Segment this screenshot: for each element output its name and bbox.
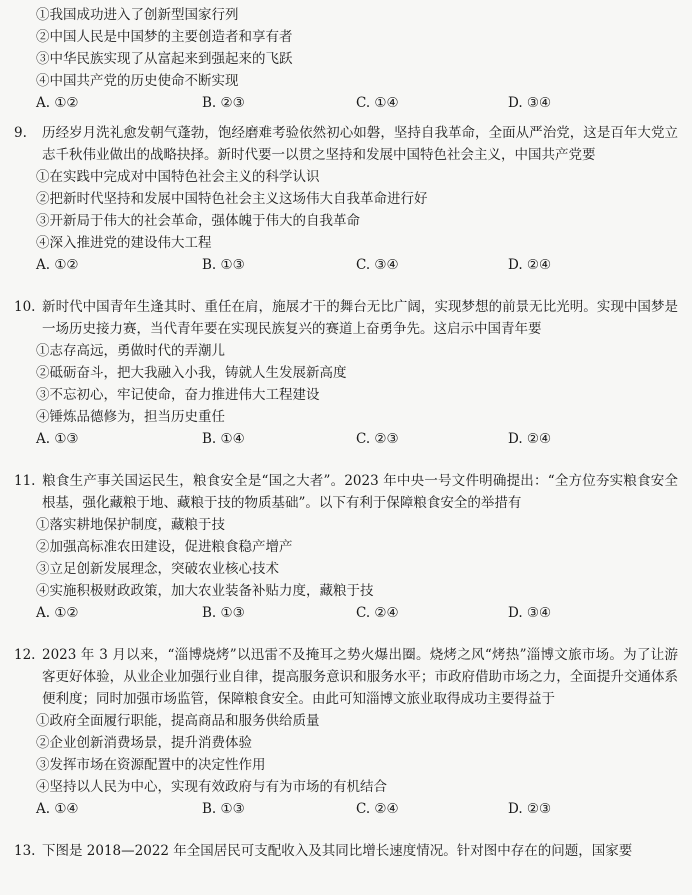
- statement-3: ③发挥市场在资源配置中的决定性作用: [36, 757, 266, 773]
- statement-3: ③不忘初心，牢记使命，奋力推进伟大工程建设: [36, 387, 320, 403]
- answer-choices: [36, 92, 676, 114]
- question-stem: [14, 470, 678, 514]
- question-number: 12.: [14, 647, 36, 663]
- choice-c: C. ②③: [356, 431, 399, 447]
- choice-d: D. ②④: [508, 431, 552, 447]
- choice-b: B. ②③: [202, 95, 245, 111]
- statement-4: ④实施积极财政政策，加大农业装备补贴力度，藏粮于技: [36, 583, 374, 599]
- statement-4: ④坚持以人民为中心，实现有效政府与有为市场的有机结合: [36, 779, 387, 795]
- answer-choices: [36, 254, 678, 276]
- question-stem: [14, 840, 678, 862]
- question-text: 粮食生产事关国运民生，粮食安全是“国之大者”。2023 年中央一号文件明确提出：“全方位夯实粮食安全根基，强化藏粮于地、藏粮于技的物质基础”。以下有利于保障粮食安全的举措有: [42, 473, 678, 511]
- statement-2: ②企业创新消费场景，提升消费体验: [36, 735, 252, 751]
- choice-b: B. ①④: [202, 431, 245, 447]
- choice-d: D. ②④: [508, 257, 552, 273]
- statement-1: ①我国成功进入了创新型国家行列: [36, 7, 239, 23]
- statement-2: ②把新时代坚持和发展中国特色社会主义这场伟大自我革命进行好: [36, 191, 428, 207]
- choice-b: B. ①③: [202, 605, 245, 621]
- question-number: 9.: [14, 125, 27, 141]
- choice-d: D. ③④: [508, 95, 552, 111]
- options: [14, 340, 678, 450]
- question-number: 11.: [14, 473, 36, 489]
- choice-d: D. ②③: [508, 801, 552, 817]
- choice-a: A. ①③: [36, 431, 79, 447]
- question-text: 下图是 2018—2022 年全国居民可支配收入及其同比增长速度情况。针对图中存在的问题，国家要: [42, 843, 633, 859]
- statement-1: ①志存高远，勇做时代的弄潮儿: [36, 343, 225, 359]
- statement-2: ②加强高标准农田建设，促进粮食稳产增产: [36, 539, 293, 555]
- question-stem: [14, 122, 678, 166]
- choice-a: A. ①④: [36, 801, 79, 817]
- choice-a: A. ①②: [36, 257, 79, 273]
- question-text: 2023 年 3 月以来，“淄博烧烤”以迅雷不及掩耳之势火爆出圈。烧烤之风“烤热”淄博文旅市场。为了让游客更好体验，从业企业加强行业自律，提高服务意识和服务水平；市政府借助市场之力，全面提升交通体系便利度；同时加强市场监管，保障粮食安全。由此可知淄博文旅业取得成功主要得益于: [42, 647, 678, 707]
- statement-3: ③开新局于伟大的社会革命，强体魄于伟大的自我革命: [36, 213, 360, 229]
- question-10: [14, 296, 678, 450]
- choice-a: A. ①②: [36, 95, 79, 111]
- question-stem: [14, 644, 678, 710]
- statement-3: ③立足创新发展理念，突破农业核心技术: [36, 561, 279, 577]
- question-number: 13.: [14, 843, 36, 859]
- answer-choices: [36, 602, 678, 624]
- choice-c: C. ③④: [356, 257, 399, 273]
- choice-d: D. ③④: [508, 605, 552, 621]
- statement-4: ④锤炼品德修为，担当历史重任: [36, 409, 225, 425]
- question-9: [14, 122, 678, 276]
- choice-c: C. ②④: [356, 801, 399, 817]
- answer-choices: [36, 798, 678, 820]
- question-12: [14, 644, 678, 820]
- options: [14, 710, 678, 820]
- choice-c: C. ①④: [356, 95, 399, 111]
- answer-choices: [36, 428, 678, 450]
- previous-question-continuation: [36, 4, 676, 114]
- choice-a: A. ①②: [36, 605, 79, 621]
- choice-b: B. ①③: [202, 801, 245, 817]
- statement-1: ①落实耕地保护制度，藏粮于技: [36, 517, 225, 533]
- question-text: 历经岁月洗礼愈发朝气蓬勃，饱经磨难考验依然初心如磐，坚持自我革命，全面从严治党，这是百年大党立志千秋伟业做出的战略抉择。新时代要一以贯之坚持和发展中国特色社会主义，中国共产党要: [42, 125, 678, 163]
- question-11: [14, 470, 678, 624]
- statement-2: ②中国人民是中国梦的主要创造者和享有者: [36, 29, 293, 45]
- statement-3: ③中华民族实现了从富起来到强起来的飞跃: [36, 51, 293, 67]
- choice-c: C. ②④: [356, 605, 399, 621]
- options: [14, 166, 678, 276]
- question-stem: [14, 296, 678, 340]
- options: [14, 514, 678, 624]
- question-13: [14, 840, 678, 862]
- statement-4: ④深入推进党的建设伟大工程: [36, 235, 212, 251]
- statement-2: ②砥砺奋斗，把大我融入小我，铸就人生发展新高度: [36, 365, 347, 381]
- statement-1: ①政府全面履行职能，提高商品和服务供给质量: [36, 713, 320, 729]
- question-text: 新时代中国青年生逢其时、重任在肩，施展才干的舞台无比广阔，实现梦想的前景无比光明。实现中国梦是一场历史接力赛，当代青年要在实现民族复兴的赛道上奋勇争先。这启示中国青年要: [42, 299, 678, 337]
- statement-1: ①在实践中完成对中国特色社会主义的科学认识: [36, 169, 320, 185]
- statement-4: ④中国共产党的历史使命不断实现: [36, 73, 239, 89]
- choice-b: B. ①③: [202, 257, 245, 273]
- question-number: 10.: [14, 299, 36, 315]
